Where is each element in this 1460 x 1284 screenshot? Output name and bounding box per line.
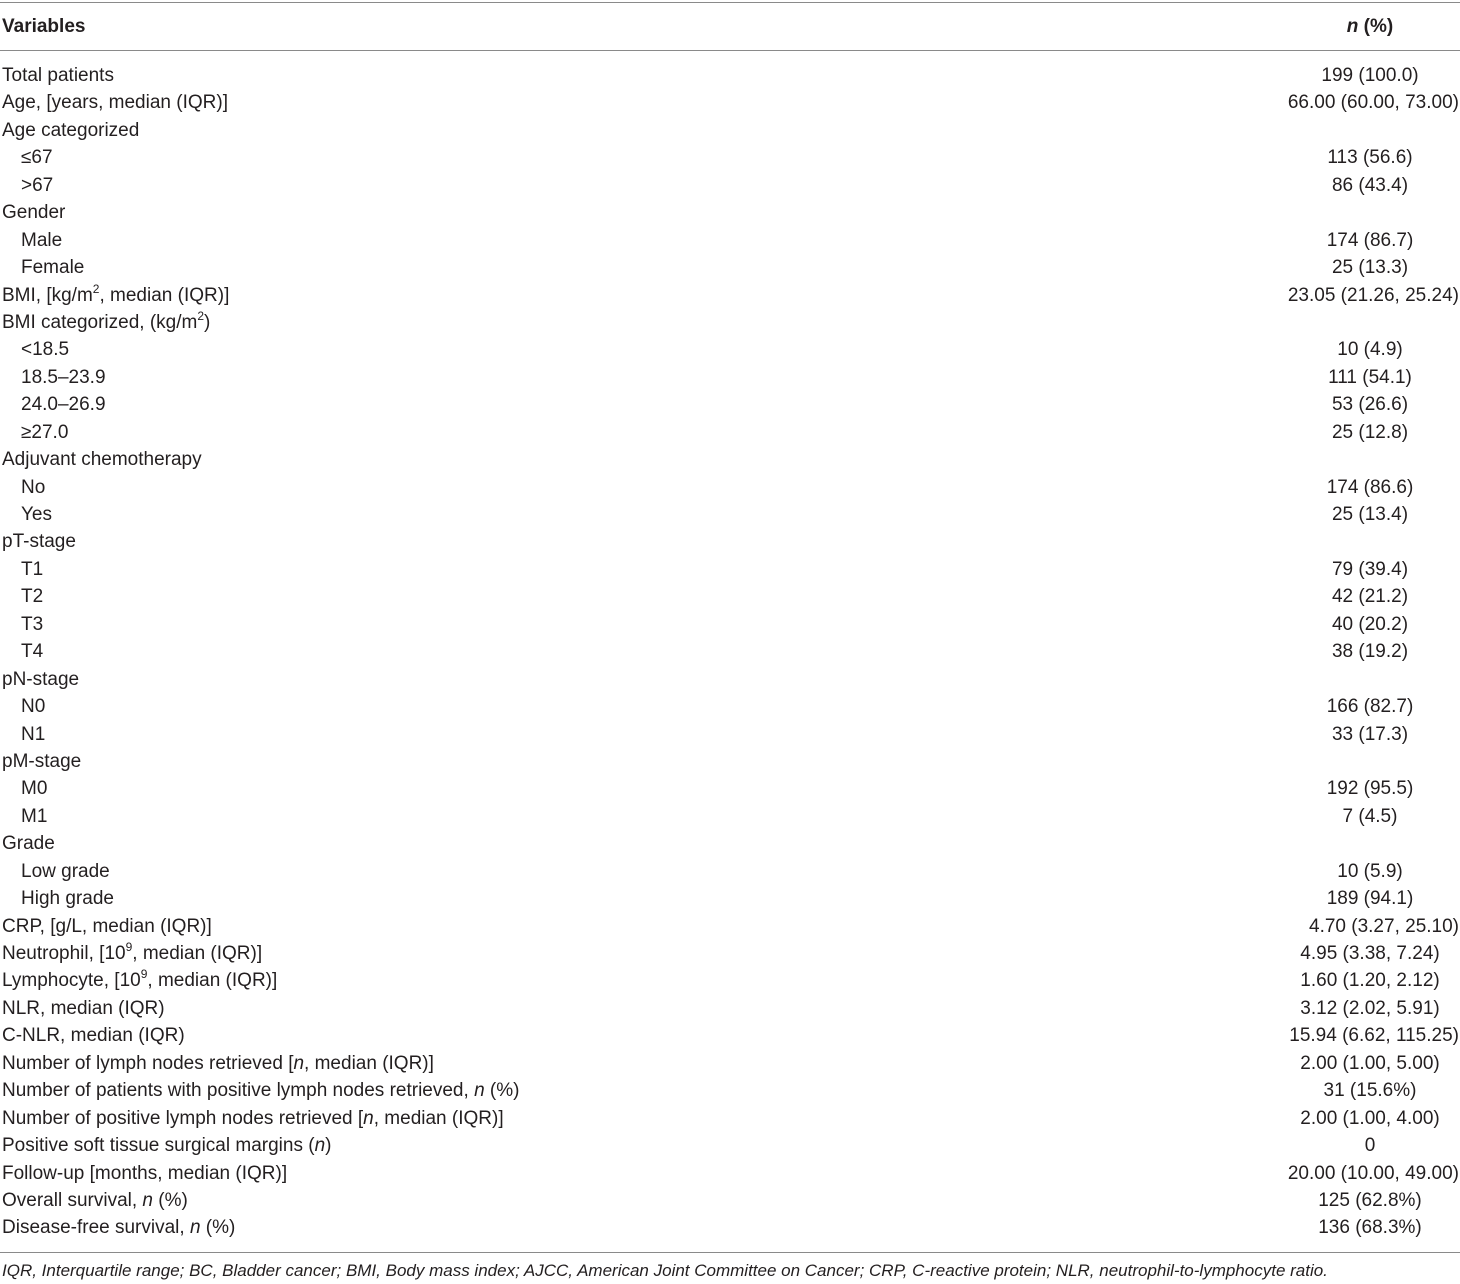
label-text: Age, [years, median (IQR)] (2, 92, 228, 114)
row-value: 7 (4.5) (1342, 805, 1398, 827)
label-text: Lymphocyte, [10 (2, 970, 141, 992)
table-row (0, 1160, 1460, 1187)
label-text: M1 (21, 805, 48, 827)
row-label (21, 638, 43, 665)
row-label (21, 501, 52, 528)
row-value: 66.00 (60.00, 73.00) (1287, 92, 1459, 114)
italic-text: n (474, 1080, 485, 1102)
label-text: Number of patients with positive lymph nodes retrieved, (2, 1080, 475, 1102)
table-subrow (0, 391, 1460, 418)
row-label (2, 528, 76, 555)
label-text: >67 (21, 174, 54, 196)
row-label (2, 1187, 188, 1214)
row-label (2, 282, 229, 309)
label-text: CRP, [g/L, median (IQR)] (2, 915, 212, 937)
header-rule (0, 50, 1460, 51)
label-text: 18.5–23.9 (21, 366, 106, 388)
italic-text: n (293, 1052, 305, 1074)
label-text: Follow-up [months, median (IQR)] (2, 1162, 288, 1184)
table-row (0, 1022, 1460, 1049)
row-value: 23.05 (21.26, 25.24) (1287, 284, 1459, 306)
label-text: Female (21, 257, 85, 279)
table-subrow (0, 419, 1460, 446)
table-subrow (0, 803, 1460, 830)
row-value: 174 (86.7) (1326, 229, 1414, 251)
label-text: (%) (200, 1217, 236, 1239)
label-text: Overall survival, (2, 1189, 143, 1211)
label-text: , median (IQR)] (132, 943, 263, 964)
row-value: 1.60 (1.20, 2.12) (1300, 970, 1440, 992)
label-text: Adjuvant chemotherapy (2, 449, 202, 471)
row-value: 20.00 (10.00, 49.00) (1287, 1162, 1459, 1184)
row-label (2, 62, 114, 89)
label-text: C-NLR, median (IQR) (2, 1025, 185, 1047)
label-text: <18.5 (21, 339, 70, 361)
label-text: Male (21, 229, 63, 251)
label-text: Age categorized (2, 119, 140, 141)
label-text: M0 (21, 778, 48, 800)
row-value: 166 (82.7) (1326, 696, 1414, 718)
row-label (21, 227, 62, 254)
label-text: N1 (21, 723, 46, 745)
label-text: NLR, median (IQR) (2, 997, 165, 1019)
row-label (21, 885, 114, 912)
row-value: 25 (12.8) (1331, 421, 1409, 443)
row-label (21, 364, 106, 391)
label-text: T3 (21, 613, 44, 635)
row-label (2, 830, 55, 857)
row-value: 136 (68.3%) (1318, 1217, 1422, 1239)
row-label (21, 474, 45, 501)
label-text: T4 (21, 641, 44, 663)
row-label (21, 775, 47, 802)
label-text: No (21, 476, 46, 498)
row-label (2, 199, 65, 226)
header-variables: Variables (2, 16, 86, 37)
top-rule (0, 2, 1460, 3)
table-subrow (0, 556, 1460, 583)
label-text: Grade (2, 833, 55, 855)
row-label (2, 446, 202, 473)
label-text: BMI categorized, (kg/m (2, 311, 198, 333)
row-label (2, 1077, 519, 1104)
label-text: ≤67 (21, 147, 53, 169)
label-text: BMI, [kg/m (2, 284, 93, 306)
row-value: 42 (21.2) (1331, 586, 1409, 608)
label-text: Number of lymph nodes retrieved [ (2, 1052, 294, 1074)
row-label (2, 995, 165, 1022)
table-row (0, 528, 1460, 555)
row-label (21, 172, 53, 199)
row-value: 4.95 (3.38, 7.24) (1300, 943, 1440, 964)
label-text: pN-stage (2, 668, 80, 690)
label-text: Neutrophil, [10 (2, 943, 126, 964)
table-row (0, 940, 1460, 967)
table-row (0, 830, 1460, 857)
label-text: ) (325, 1135, 332, 1157)
header-n-rest: (%) (1358, 16, 1394, 37)
row-value: 40 (20.2) (1331, 613, 1409, 635)
row-label (2, 1105, 504, 1132)
table-subrow (0, 474, 1460, 501)
table-row (0, 309, 1460, 336)
label-text: pM-stage (2, 750, 82, 772)
table-subrow (0, 775, 1460, 802)
table-row (0, 199, 1460, 226)
label-text: (%) (484, 1080, 520, 1102)
footnote: IQR, Interquartile range; BC, Bladder cancer; BMI, Body mass index; AJCC, American Joint Committee on Cancer; CRP, C-reactive protein; NLR, neutrophil-to-lymphocyte ratio. (2, 1261, 1328, 1280)
label-text: T2 (21, 586, 44, 608)
row-value: 86 (43.4) (1331, 174, 1409, 196)
row-value: 31 (15.6%) (1323, 1080, 1417, 1102)
row-label (21, 803, 47, 830)
row-value: 192 (95.5) (1326, 778, 1414, 800)
table-subrow (0, 721, 1460, 748)
table-row (0, 748, 1460, 775)
row-value: 10 (5.9) (1337, 860, 1403, 882)
table-subrow (0, 254, 1460, 281)
row-value: 174 (86.6) (1326, 476, 1414, 498)
row-value: 10 (4.9) (1337, 339, 1403, 361)
label-text: pT-stage (2, 531, 76, 553)
label-text: 24.0–26.9 (21, 394, 106, 416)
table-subrow (0, 172, 1460, 199)
label-text: (%) (153, 1189, 188, 1211)
header-n-percent (1280, 15, 1460, 39)
row-label (2, 89, 228, 116)
row-value: 25 (13.3) (1331, 257, 1409, 279)
row-value: 15.94 (6.62, 115.25) (1289, 1025, 1459, 1047)
table-subrow (0, 336, 1460, 363)
table-subrow (0, 693, 1460, 720)
table-row (0, 1132, 1460, 1159)
label-text: , median (IQR)] (147, 970, 278, 992)
italic-text: n (142, 1189, 153, 1211)
row-value: 111 (54.1) (1328, 366, 1412, 388)
label-text: Positive soft tissue surgical margins ( (2, 1135, 315, 1157)
row-label (21, 391, 106, 418)
label-text: Number of positive lymph nodes retrieved [ (2, 1107, 364, 1129)
row-value: 79 (39.4) (1331, 558, 1409, 580)
row-value: 53 (26.6) (1331, 394, 1409, 416)
row-value: 0 (1364, 1135, 1376, 1157)
table-row (0, 282, 1460, 309)
table-row (0, 89, 1460, 116)
row-label (2, 940, 262, 967)
row-label (2, 1132, 331, 1159)
table-row (0, 1050, 1460, 1077)
label-text: Total patients (2, 65, 114, 86)
table-subrow (0, 638, 1460, 665)
superscript: 2 (197, 308, 205, 323)
table-subrow (0, 144, 1460, 171)
label-text: , median (IQR)] (373, 1107, 504, 1129)
italic-text: n (363, 1107, 374, 1129)
row-label (2, 748, 81, 775)
row-label (21, 336, 69, 363)
row-value: 2.00 (1.00, 5.00) (1300, 1052, 1440, 1074)
row-label (2, 117, 139, 144)
label-text: N0 (21, 696, 46, 718)
table-row (0, 995, 1460, 1022)
table-row (0, 967, 1460, 994)
row-label (21, 144, 53, 171)
row-label (2, 967, 277, 994)
row-label (2, 913, 212, 940)
row-label (21, 419, 68, 446)
table-subrow (0, 583, 1460, 610)
label-text: Disease-free survival, (2, 1217, 190, 1239)
table-subrow (0, 858, 1460, 885)
table-subrow (0, 501, 1460, 528)
bottom-rule (0, 1252, 1460, 1253)
row-label (2, 1022, 185, 1049)
row-label (2, 1050, 434, 1077)
row-value: 189 (94.1) (1326, 888, 1414, 910)
table-subrow (0, 227, 1460, 254)
table-row (0, 117, 1460, 144)
table-subrow (0, 885, 1460, 912)
row-value: 113 (56.6) (1327, 147, 1413, 169)
row-value: 38 (19.2) (1331, 641, 1409, 663)
row-label (21, 611, 43, 638)
table-row (0, 1187, 1460, 1214)
row-value: 4.70 (3.27, 25.10) (1309, 915, 1459, 937)
label-text: ≥27.0 (21, 421, 69, 443)
row-label (21, 254, 84, 281)
label-text: ) (204, 311, 211, 333)
row-value: 25 (13.4) (1331, 504, 1409, 525)
label-text: , median (IQR)] (99, 284, 230, 306)
row-label (21, 858, 110, 885)
row-label (21, 721, 45, 748)
table-row (0, 1214, 1460, 1241)
row-value: 199 (100.0) (1321, 65, 1419, 86)
header-n-italic: n (1346, 16, 1359, 37)
table-body (0, 62, 1460, 1242)
row-label (2, 1214, 235, 1241)
label-text: Gender (2, 202, 66, 224)
label-text: , median (IQR)] (304, 1052, 434, 1074)
row-value: 33 (17.3) (1331, 723, 1409, 745)
row-value: 3.12 (2.02, 5.91) (1300, 997, 1440, 1019)
table-row (0, 446, 1460, 473)
label-text: T1 (21, 558, 44, 580)
superscript: 9 (125, 940, 133, 954)
row-value: 125 (62.8%) (1318, 1189, 1422, 1211)
row-label (2, 309, 210, 336)
superscript: 9 (140, 967, 148, 982)
row-label (2, 1160, 287, 1187)
table-row (0, 1077, 1460, 1104)
table-subrow (0, 611, 1460, 638)
table-row (0, 62, 1460, 89)
table-row (0, 666, 1460, 693)
row-label (2, 666, 79, 693)
row-label (21, 556, 43, 583)
row-label (21, 693, 45, 720)
label-text: Yes (21, 504, 52, 525)
label-text: High grade (21, 888, 114, 910)
row-value: 2.00 (1.00, 4.00) (1300, 1107, 1440, 1129)
table-row (0, 1105, 1460, 1132)
table-subrow (0, 364, 1460, 391)
italic-text: n (189, 1217, 201, 1239)
italic-text: n (314, 1135, 326, 1157)
label-text: Low grade (21, 860, 110, 882)
row-label (21, 583, 43, 610)
superscript: 2 (92, 281, 100, 296)
table-row (0, 913, 1460, 940)
